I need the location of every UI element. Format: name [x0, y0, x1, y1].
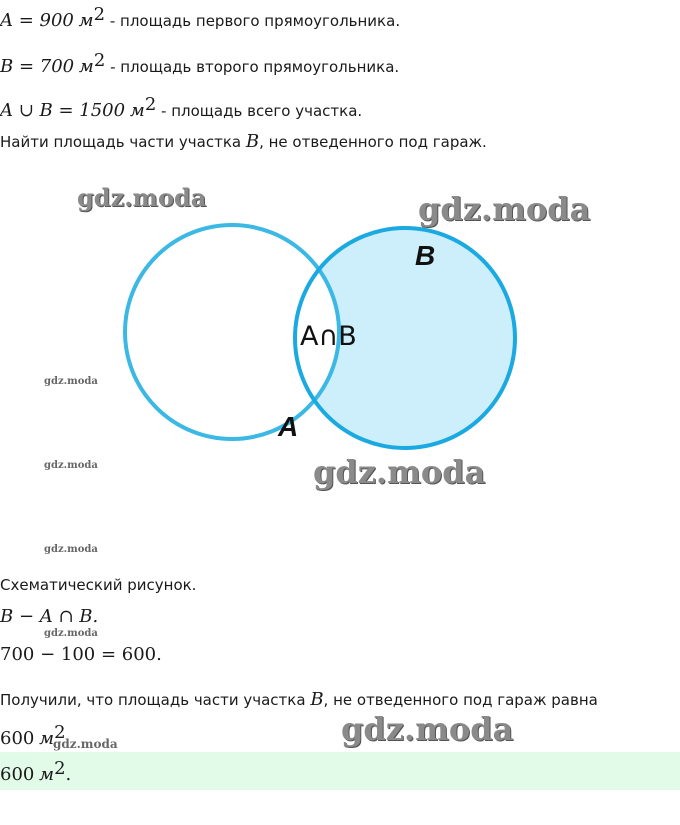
statement-line-a [0, 4, 400, 31]
watermark: gdz.moda [44, 628, 98, 639]
area-b-description: - площадь второго прямоугольника. [110, 58, 400, 76]
answer-unit-sup: 2 [54, 758, 66, 779]
answer-line [0, 758, 71, 785]
question-text-b: , не отведенного под гараж. [259, 133, 487, 151]
watermark: gdz.moda [77, 183, 207, 212]
watermark: gdz.moda [341, 710, 514, 748]
watermark: gdz.moda [418, 190, 591, 228]
watermark: gdz.moda [44, 460, 98, 471]
result-unit: м [39, 728, 55, 749]
conclusion-result [0, 722, 66, 749]
question-math-b: B [245, 131, 260, 152]
watermark: gdz.moda [53, 737, 118, 751]
statement-line-b [0, 50, 399, 77]
area-b-unit: м [78, 56, 94, 77]
union-formula: A ∪ B = 1500 [0, 100, 126, 121]
watermark: gdz.moda [44, 544, 98, 555]
solution-calculation: 700 − 100 = 600. [0, 644, 162, 665]
conclusion-math-b: B [310, 689, 324, 710]
area-a-formula: A = 900 [0, 10, 74, 31]
watermark: gdz.moda [44, 376, 98, 387]
union-description: - площадь всего участка. [161, 102, 363, 120]
area-a-description: - площадь первого прямоугольника. [109, 12, 401, 30]
answer-number: 600 [0, 764, 35, 785]
solution-expression: B − A ∩ B. [0, 606, 99, 627]
diagram-caption: Схематический рисунок. [0, 576, 197, 594]
answer-dot: . [65, 764, 72, 785]
answer-bar [0, 752, 680, 790]
conclusion-text-a: Получили, что площадь части участка [0, 691, 311, 709]
label-a: A [278, 411, 299, 442]
conclusion-text-b: , не отведенного под гараж равна [323, 691, 598, 709]
union-unit: м [129, 100, 145, 121]
question-line [0, 131, 487, 152]
result-number: 600 [0, 728, 35, 749]
result-unit-sup: 2 [54, 722, 66, 743]
statement-line-union [0, 94, 362, 121]
union-unit-sup: 2 [144, 94, 157, 115]
question-text-a: Найти площадь части участка [0, 133, 246, 151]
area-b-formula: B = 700 [0, 56, 75, 77]
label-b: B [415, 240, 436, 271]
area-b-unit-sup: 2 [93, 50, 106, 71]
watermark: gdz.moda [313, 453, 486, 491]
conclusion-line [0, 689, 598, 710]
area-a-unit-sup: 2 [93, 4, 106, 25]
area-a-unit: м [78, 10, 94, 31]
answer-unit: м [39, 764, 55, 785]
label-intersection: A∩B [300, 321, 357, 352]
